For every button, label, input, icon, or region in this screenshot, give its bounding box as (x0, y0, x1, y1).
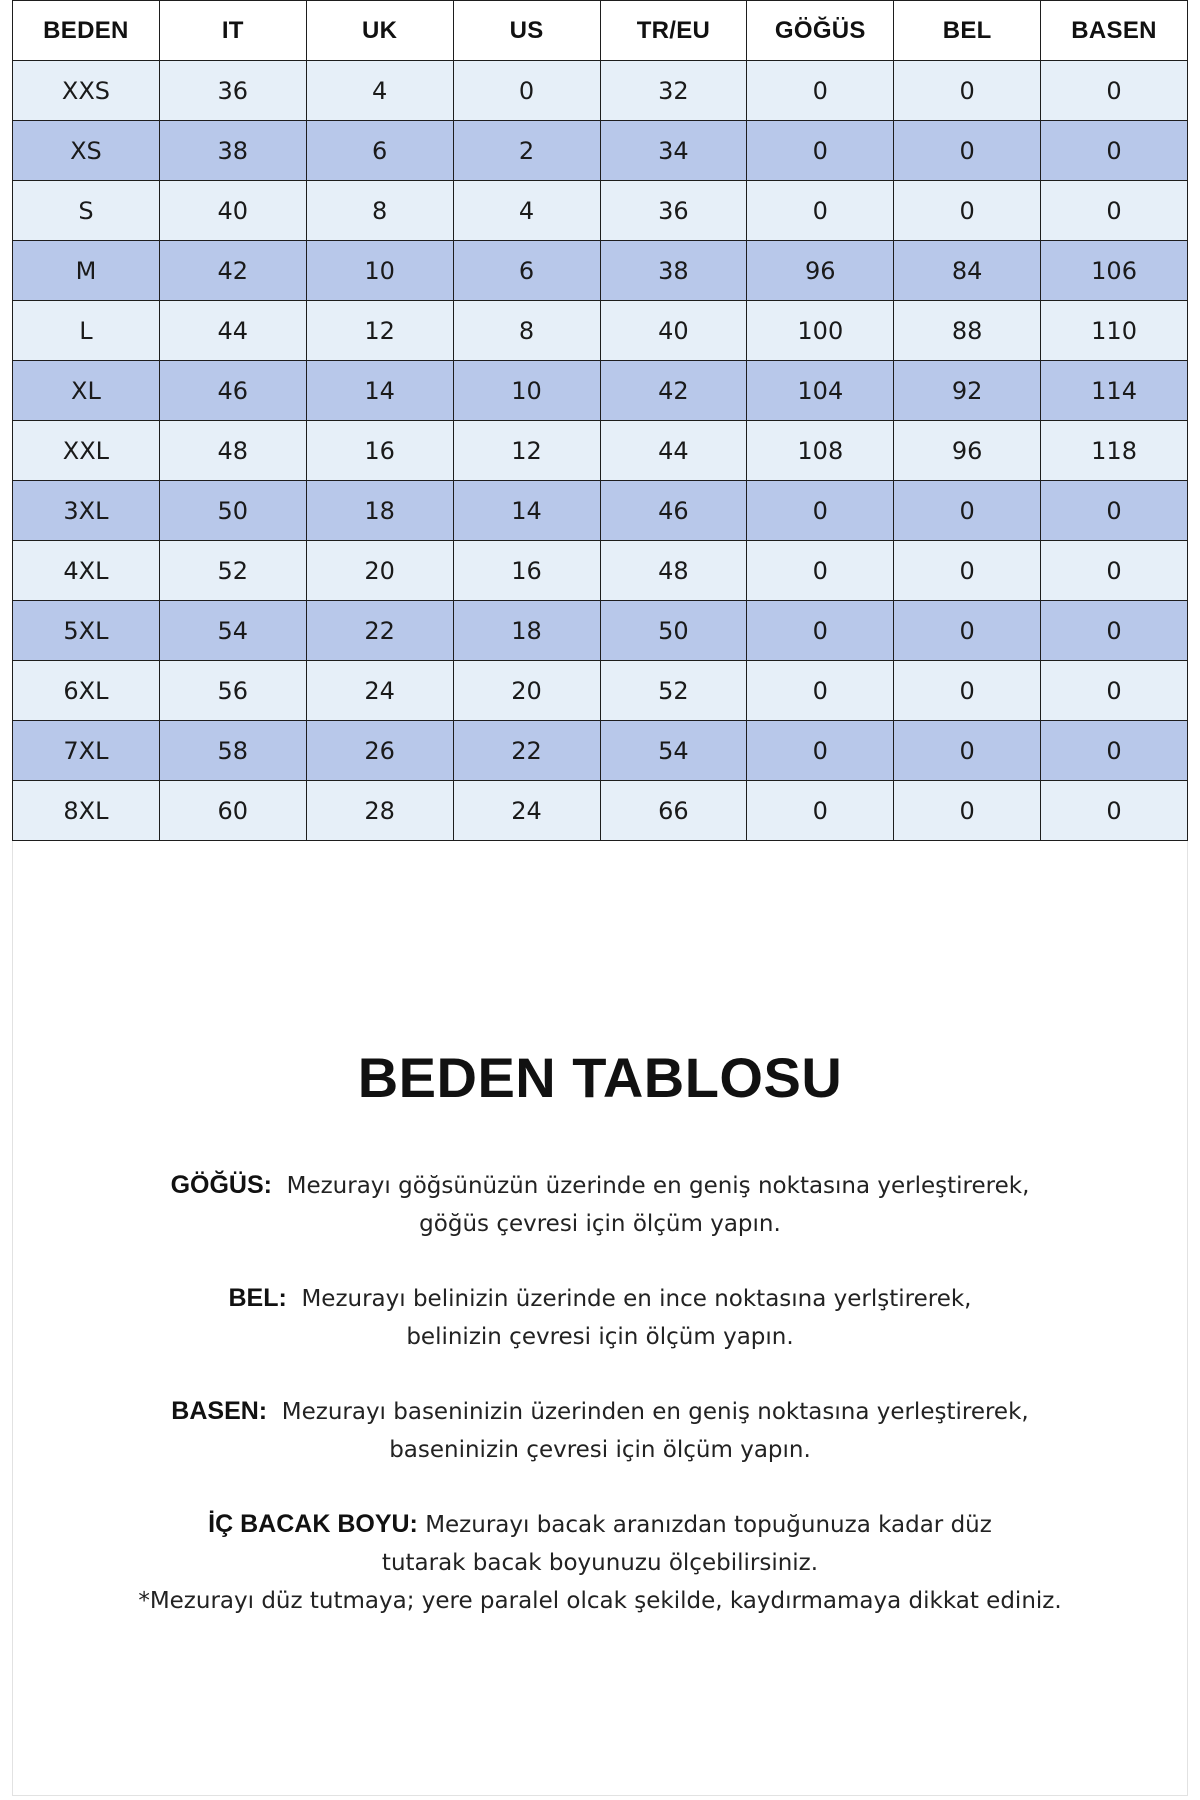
cell-basen: 0 (1041, 121, 1188, 181)
cell-us: 6 (453, 241, 600, 301)
cell-gogus: 0 (747, 61, 894, 121)
cell-bel: 0 (894, 661, 1041, 721)
cell-tr-eu: 40 (600, 301, 747, 361)
table-row (13, 661, 1188, 721)
cell-basen: 110 (1041, 301, 1188, 361)
cell-us: 12 (453, 421, 600, 481)
size-table-body (13, 61, 1188, 841)
cell-tr-eu: 66 (600, 781, 747, 841)
cell-gogus: 0 (747, 721, 894, 781)
cell-basen: 0 (1041, 541, 1188, 601)
cell-uk: 10 (306, 241, 453, 301)
cell-basen: 118 (1041, 421, 1188, 481)
cell-gogus: 0 (747, 541, 894, 601)
cell-bel: 84 (894, 241, 1041, 301)
hip-term: BASEN: (171, 1397, 268, 1425)
measuring-note: *Mezurayı düz tutmaya; yere paralel olcak şekilde, kaydırmamaya dikkat ediniz. (138, 1588, 1062, 1614)
cell-uk: 4 (306, 61, 453, 121)
cell-uk: 20 (306, 541, 453, 601)
cell-bel: 0 (894, 541, 1041, 601)
chest-term: GÖĞÜS: (170, 1171, 272, 1199)
table-row (13, 781, 1188, 841)
inseam-instruction (12, 1505, 1188, 1582)
cell-it: 54 (159, 601, 306, 661)
table-row (13, 61, 1188, 121)
cell-us: 16 (453, 541, 600, 601)
cell-it: 42 (159, 241, 306, 301)
cell-uk: 28 (306, 781, 453, 841)
cell-it: 38 (159, 121, 306, 181)
hip-line-2: baseninizin çevresi için ölçüm yapın. (389, 1437, 811, 1463)
table-row (13, 421, 1188, 481)
cell-beden: 4XL (13, 541, 160, 601)
inseam-term: İÇ BACAK BOYU: (208, 1510, 418, 1538)
cell-it: 56 (159, 661, 306, 721)
cell-beden: L (13, 301, 160, 361)
cell-tr-eu: 36 (600, 181, 747, 241)
cell-us: 18 (453, 601, 600, 661)
header-cell-it: IT (159, 1, 306, 61)
cell-tr-eu: 52 (600, 661, 747, 721)
cell-tr-eu: 46 (600, 481, 747, 541)
cell-us: 2 (453, 121, 600, 181)
header-cell-uk: UK (306, 1, 453, 61)
cell-beden: M (13, 241, 160, 301)
cell-basen: 0 (1041, 721, 1188, 781)
cell-beden: S (13, 181, 160, 241)
cell-it: 50 (159, 481, 306, 541)
cell-bel: 96 (894, 421, 1041, 481)
cell-us: 10 (453, 361, 600, 421)
cell-gogus: 96 (747, 241, 894, 301)
cell-gogus: 0 (747, 481, 894, 541)
header-cell-gogus: GÖĞÜS (747, 1, 894, 61)
header-cell-us: US (453, 1, 600, 61)
cell-beden: 3XL (13, 481, 160, 541)
waist-instruction (12, 1279, 1188, 1356)
cell-bel: 0 (894, 781, 1041, 841)
cell-uk: 8 (306, 181, 453, 241)
cell-bel: 0 (894, 721, 1041, 781)
cell-us: 14 (453, 481, 600, 541)
chest-line-1: Mezurayı göğsünüzün üzerinde en geniş noktasına yerleştirerek, (286, 1173, 1030, 1199)
cell-gogus: 100 (747, 301, 894, 361)
table-row (13, 181, 1188, 241)
table-row (13, 481, 1188, 541)
cell-basen: 0 (1041, 481, 1188, 541)
cell-tr-eu: 34 (600, 121, 747, 181)
cell-bel: 0 (894, 121, 1041, 181)
cell-beden: 7XL (13, 721, 160, 781)
table-row (13, 721, 1188, 781)
cell-us: 24 (453, 781, 600, 841)
inseam-line-1: Mezurayı bacak aranızdan topuğunuza kadar düz (425, 1512, 992, 1538)
cell-gogus: 0 (747, 661, 894, 721)
cell-uk: 12 (306, 301, 453, 361)
cell-uk: 18 (306, 481, 453, 541)
cell-basen: 114 (1041, 361, 1188, 421)
waist-line-1: Mezurayı belinizin üzerinde en ince noktasına yerlştirerek, (301, 1286, 972, 1312)
waist-line-2: belinizin çevresi için ölçüm yapın. (406, 1324, 794, 1350)
cell-it: 44 (159, 301, 306, 361)
cell-beden: 5XL (13, 601, 160, 661)
header-cell-tr-eu: TR/EU (600, 1, 747, 61)
cell-basen: 106 (1041, 241, 1188, 301)
chest-instruction (12, 1166, 1188, 1243)
cell-us: 22 (453, 721, 600, 781)
cell-gogus: 0 (747, 121, 894, 181)
cell-beden: 6XL (13, 661, 160, 721)
hip-line-1: Mezurayı baseninizin üzerinden en geniş noktasına yerleştirerek, (281, 1399, 1029, 1425)
cell-basen: 0 (1041, 601, 1188, 661)
cell-us: 4 (453, 181, 600, 241)
cell-us: 8 (453, 301, 600, 361)
guide-title: BEDEN TABLOSU (357, 1046, 843, 1109)
table-header-row (13, 1, 1188, 61)
cell-us: 20 (453, 661, 600, 721)
cell-uk: 24 (306, 661, 453, 721)
size-table (12, 0, 1188, 841)
cell-bel: 0 (894, 481, 1041, 541)
cell-beden: XXL (13, 421, 160, 481)
cell-tr-eu: 38 (600, 241, 747, 301)
table-row (13, 541, 1188, 601)
cell-tr-eu: 54 (600, 721, 747, 781)
cell-it: 40 (159, 181, 306, 241)
cell-it: 46 (159, 361, 306, 421)
table-row (13, 241, 1188, 301)
table-row (13, 601, 1188, 661)
cell-bel: 88 (894, 301, 1041, 361)
inseam-line-2: tutarak bacak boyunuzu ölçebilirsiniz. (381, 1550, 819, 1576)
cell-beden: XL (13, 361, 160, 421)
cell-gogus: 108 (747, 421, 894, 481)
cell-uk: 14 (306, 361, 453, 421)
table-row (13, 121, 1188, 181)
table-row (13, 301, 1188, 361)
cell-basen: 0 (1041, 781, 1188, 841)
cell-beden: XS (13, 121, 160, 181)
header-cell-basen: BASEN (1041, 1, 1188, 61)
cell-uk: 26 (306, 721, 453, 781)
cell-basen: 0 (1041, 61, 1188, 121)
waist-term: BEL: (228, 1284, 287, 1312)
cell-gogus: 0 (747, 601, 894, 661)
cell-tr-eu: 48 (600, 541, 747, 601)
hip-instruction (12, 1392, 1188, 1469)
cell-it: 48 (159, 421, 306, 481)
cell-beden: XXS (13, 61, 160, 121)
header-cell-bel: BEL (894, 1, 1041, 61)
chest-line-2: göğüs çevresi için ölçüm yapın. (419, 1211, 781, 1237)
cell-basen: 0 (1041, 661, 1188, 721)
cell-tr-eu: 50 (600, 601, 747, 661)
cell-uk: 6 (306, 121, 453, 181)
cell-bel: 0 (894, 601, 1041, 661)
cell-beden: 8XL (13, 781, 160, 841)
cell-it: 58 (159, 721, 306, 781)
cell-gogus: 0 (747, 181, 894, 241)
cell-bel: 0 (894, 61, 1041, 121)
cell-basen: 0 (1041, 181, 1188, 241)
cell-bel: 92 (894, 361, 1041, 421)
cell-gogus: 0 (747, 781, 894, 841)
cell-us: 0 (453, 61, 600, 121)
cell-uk: 22 (306, 601, 453, 661)
table-row (13, 361, 1188, 421)
cell-tr-eu: 32 (600, 61, 747, 121)
cell-it: 52 (159, 541, 306, 601)
cell-uk: 16 (306, 421, 453, 481)
cell-it: 60 (159, 781, 306, 841)
cell-bel: 0 (894, 181, 1041, 241)
cell-gogus: 104 (747, 361, 894, 421)
cell-tr-eu: 44 (600, 421, 747, 481)
cell-tr-eu: 42 (600, 361, 747, 421)
measurement-guide (12, 1038, 1188, 1643)
cell-it: 36 (159, 61, 306, 121)
header-cell-beden: BEDEN (13, 1, 160, 61)
